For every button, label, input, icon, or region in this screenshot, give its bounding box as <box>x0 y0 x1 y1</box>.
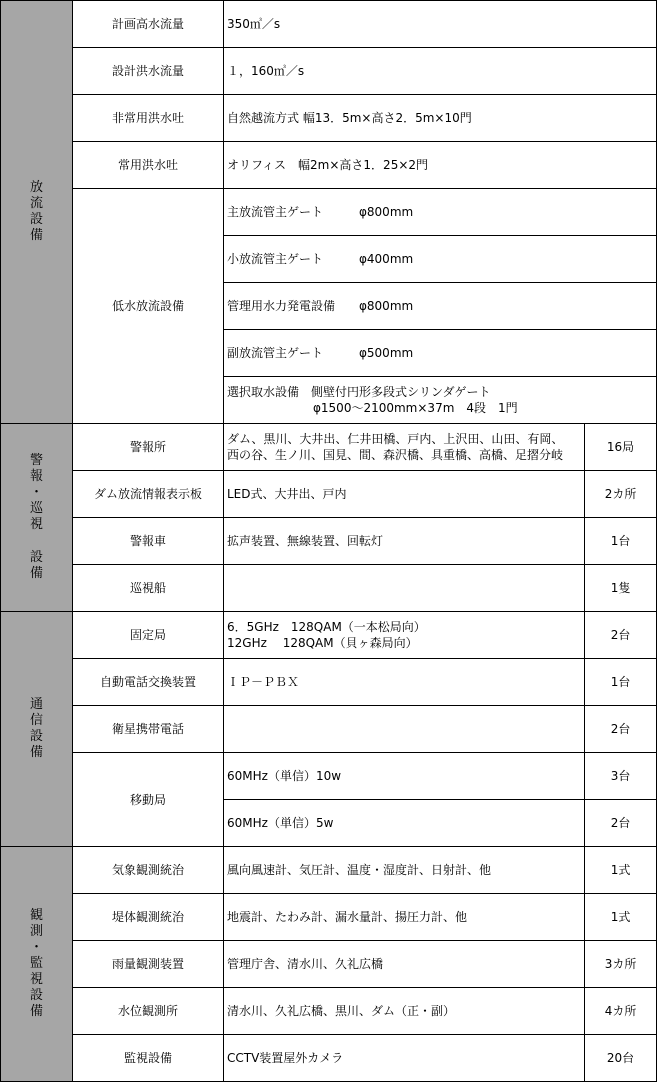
category-discharge: 放 流 設 備 <box>1 1 73 424</box>
item-name: 常用洪水吐 <box>73 142 224 189</box>
item-name: 堤体観測統治 <box>73 894 224 941</box>
item-quantity: 1隻 <box>585 565 657 612</box>
table-row <box>1 612 657 659</box>
item-name: 低水放流設備 <box>73 189 224 424</box>
spec-line: φ1500～2100mm×37m 4段 1門 <box>313 401 518 415</box>
table-row <box>1 48 657 95</box>
item-spec: 60MHz（単信）5w <box>224 800 585 847</box>
spec-line: 6．5GHz 128QAM（一本松局向） <box>227 620 426 634</box>
item-spec <box>224 706 585 753</box>
item-name: 警報車 <box>73 518 224 565</box>
item-name: 気象観測統治 <box>73 847 224 894</box>
item-name: ダム放流情報表示板 <box>73 471 224 518</box>
item-quantity: 2台 <box>585 706 657 753</box>
table-row <box>1 1 657 48</box>
table-row <box>1 142 657 189</box>
item-quantity: 1式 <box>585 847 657 894</box>
item-name: 衛星携帯電話 <box>73 706 224 753</box>
table-row <box>1 753 657 800</box>
spec-line: ダム、黒川、大井出、仁井田橋、戸内、上沢田、山田、有岡、 <box>227 432 564 446</box>
table-row <box>1 518 657 565</box>
item-spec: 60MHz（単信）10w <box>224 753 585 800</box>
table-row <box>1 941 657 988</box>
item-name: 設計洪水流量 <box>73 48 224 95</box>
item-spec <box>224 565 585 612</box>
item-name: 警報所 <box>73 424 224 471</box>
table-row <box>1 894 657 941</box>
item-name: 巡視船 <box>73 565 224 612</box>
item-quantity: 2台 <box>585 612 657 659</box>
item-name: 雨量観測装置 <box>73 941 224 988</box>
table-row <box>1 988 657 1035</box>
item-spec: 主放流管主ゲート φ800mm <box>224 189 657 236</box>
item-quantity: 4カ所 <box>585 988 657 1035</box>
category-communication: 通 信 設 備 <box>1 612 73 847</box>
table-row <box>1 565 657 612</box>
item-quantity: 1式 <box>585 894 657 941</box>
table-row <box>1 424 657 471</box>
item-spec: 小放流管主ゲート φ400mm <box>224 236 657 283</box>
item-spec: 管理用水力発電設備 φ800mm <box>224 283 657 330</box>
item-name: 移動局 <box>73 753 224 847</box>
item-spec: オリフィス 幅2m×高さ1．25×2門 <box>224 142 657 189</box>
item-spec: 拡声装置、無線装置、回転灯 <box>224 518 585 565</box>
item-spec: CCTV装置屋外カメラ <box>224 1035 585 1082</box>
item-spec <box>224 377 657 424</box>
item-quantity: 2カ所 <box>585 471 657 518</box>
table-row <box>1 95 657 142</box>
item-quantity: 1台 <box>585 518 657 565</box>
item-name: 固定局 <box>73 612 224 659</box>
item-quantity: 2台 <box>585 800 657 847</box>
item-quantity: 16局 <box>585 424 657 471</box>
item-spec: １，160㎥／s <box>224 48 657 95</box>
item-name: 計画高水流量 <box>73 1 224 48</box>
spec-line: 選択取水設備 側壁付円形多段式シリンダゲート <box>227 385 491 399</box>
item-name: 自動電話交換装置 <box>73 659 224 706</box>
spec-line: 12GHz 128QAM（貝ヶ森局向） <box>227 636 418 650</box>
item-quantity: 3台 <box>585 753 657 800</box>
item-spec: 350㎥／s <box>224 1 657 48</box>
table-row <box>1 847 657 894</box>
item-spec: 管理庁舎、清水川、久礼広橋 <box>224 941 585 988</box>
item-spec: 自然越流方式 幅13．5m×高さ2．5m×10門 <box>224 95 657 142</box>
item-quantity: 1台 <box>585 659 657 706</box>
table-row <box>1 706 657 753</box>
item-spec: 清水川、久礼広橋、黒川、ダム（正・副） <box>224 988 585 1035</box>
table-row <box>1 471 657 518</box>
item-spec: 風向風速計、気圧計、温度・湿度計、日射計、他 <box>224 847 585 894</box>
item-spec <box>224 424 585 471</box>
item-name: 水位観測所 <box>73 988 224 1035</box>
category-observation: 観 測 ・ 監 視 設 備 <box>1 847 73 1082</box>
item-name: 非常用洪水吐 <box>73 95 224 142</box>
spec-line: 西の谷、生ノ川、国見、間、森沢橋、具重橋、高橋、足摺分岐 <box>227 448 564 462</box>
table-row <box>1 659 657 706</box>
item-spec: 地震計、たわみ計、漏水量計、揚圧力計、他 <box>224 894 585 941</box>
table-row <box>1 189 657 236</box>
table-row <box>1 1035 657 1082</box>
item-spec: 副放流管主ゲート φ500mm <box>224 330 657 377</box>
category-warning: 警 報 ・ 巡 視 設 備 <box>1 424 73 612</box>
item-spec: ＩＰ－ＰＢＸ <box>224 659 585 706</box>
item-spec <box>224 612 585 659</box>
item-spec: LED式、大井出、戸内 <box>224 471 585 518</box>
item-quantity: 20台 <box>585 1035 657 1082</box>
item-name: 監視設備 <box>73 1035 224 1082</box>
item-quantity: 3カ所 <box>585 941 657 988</box>
